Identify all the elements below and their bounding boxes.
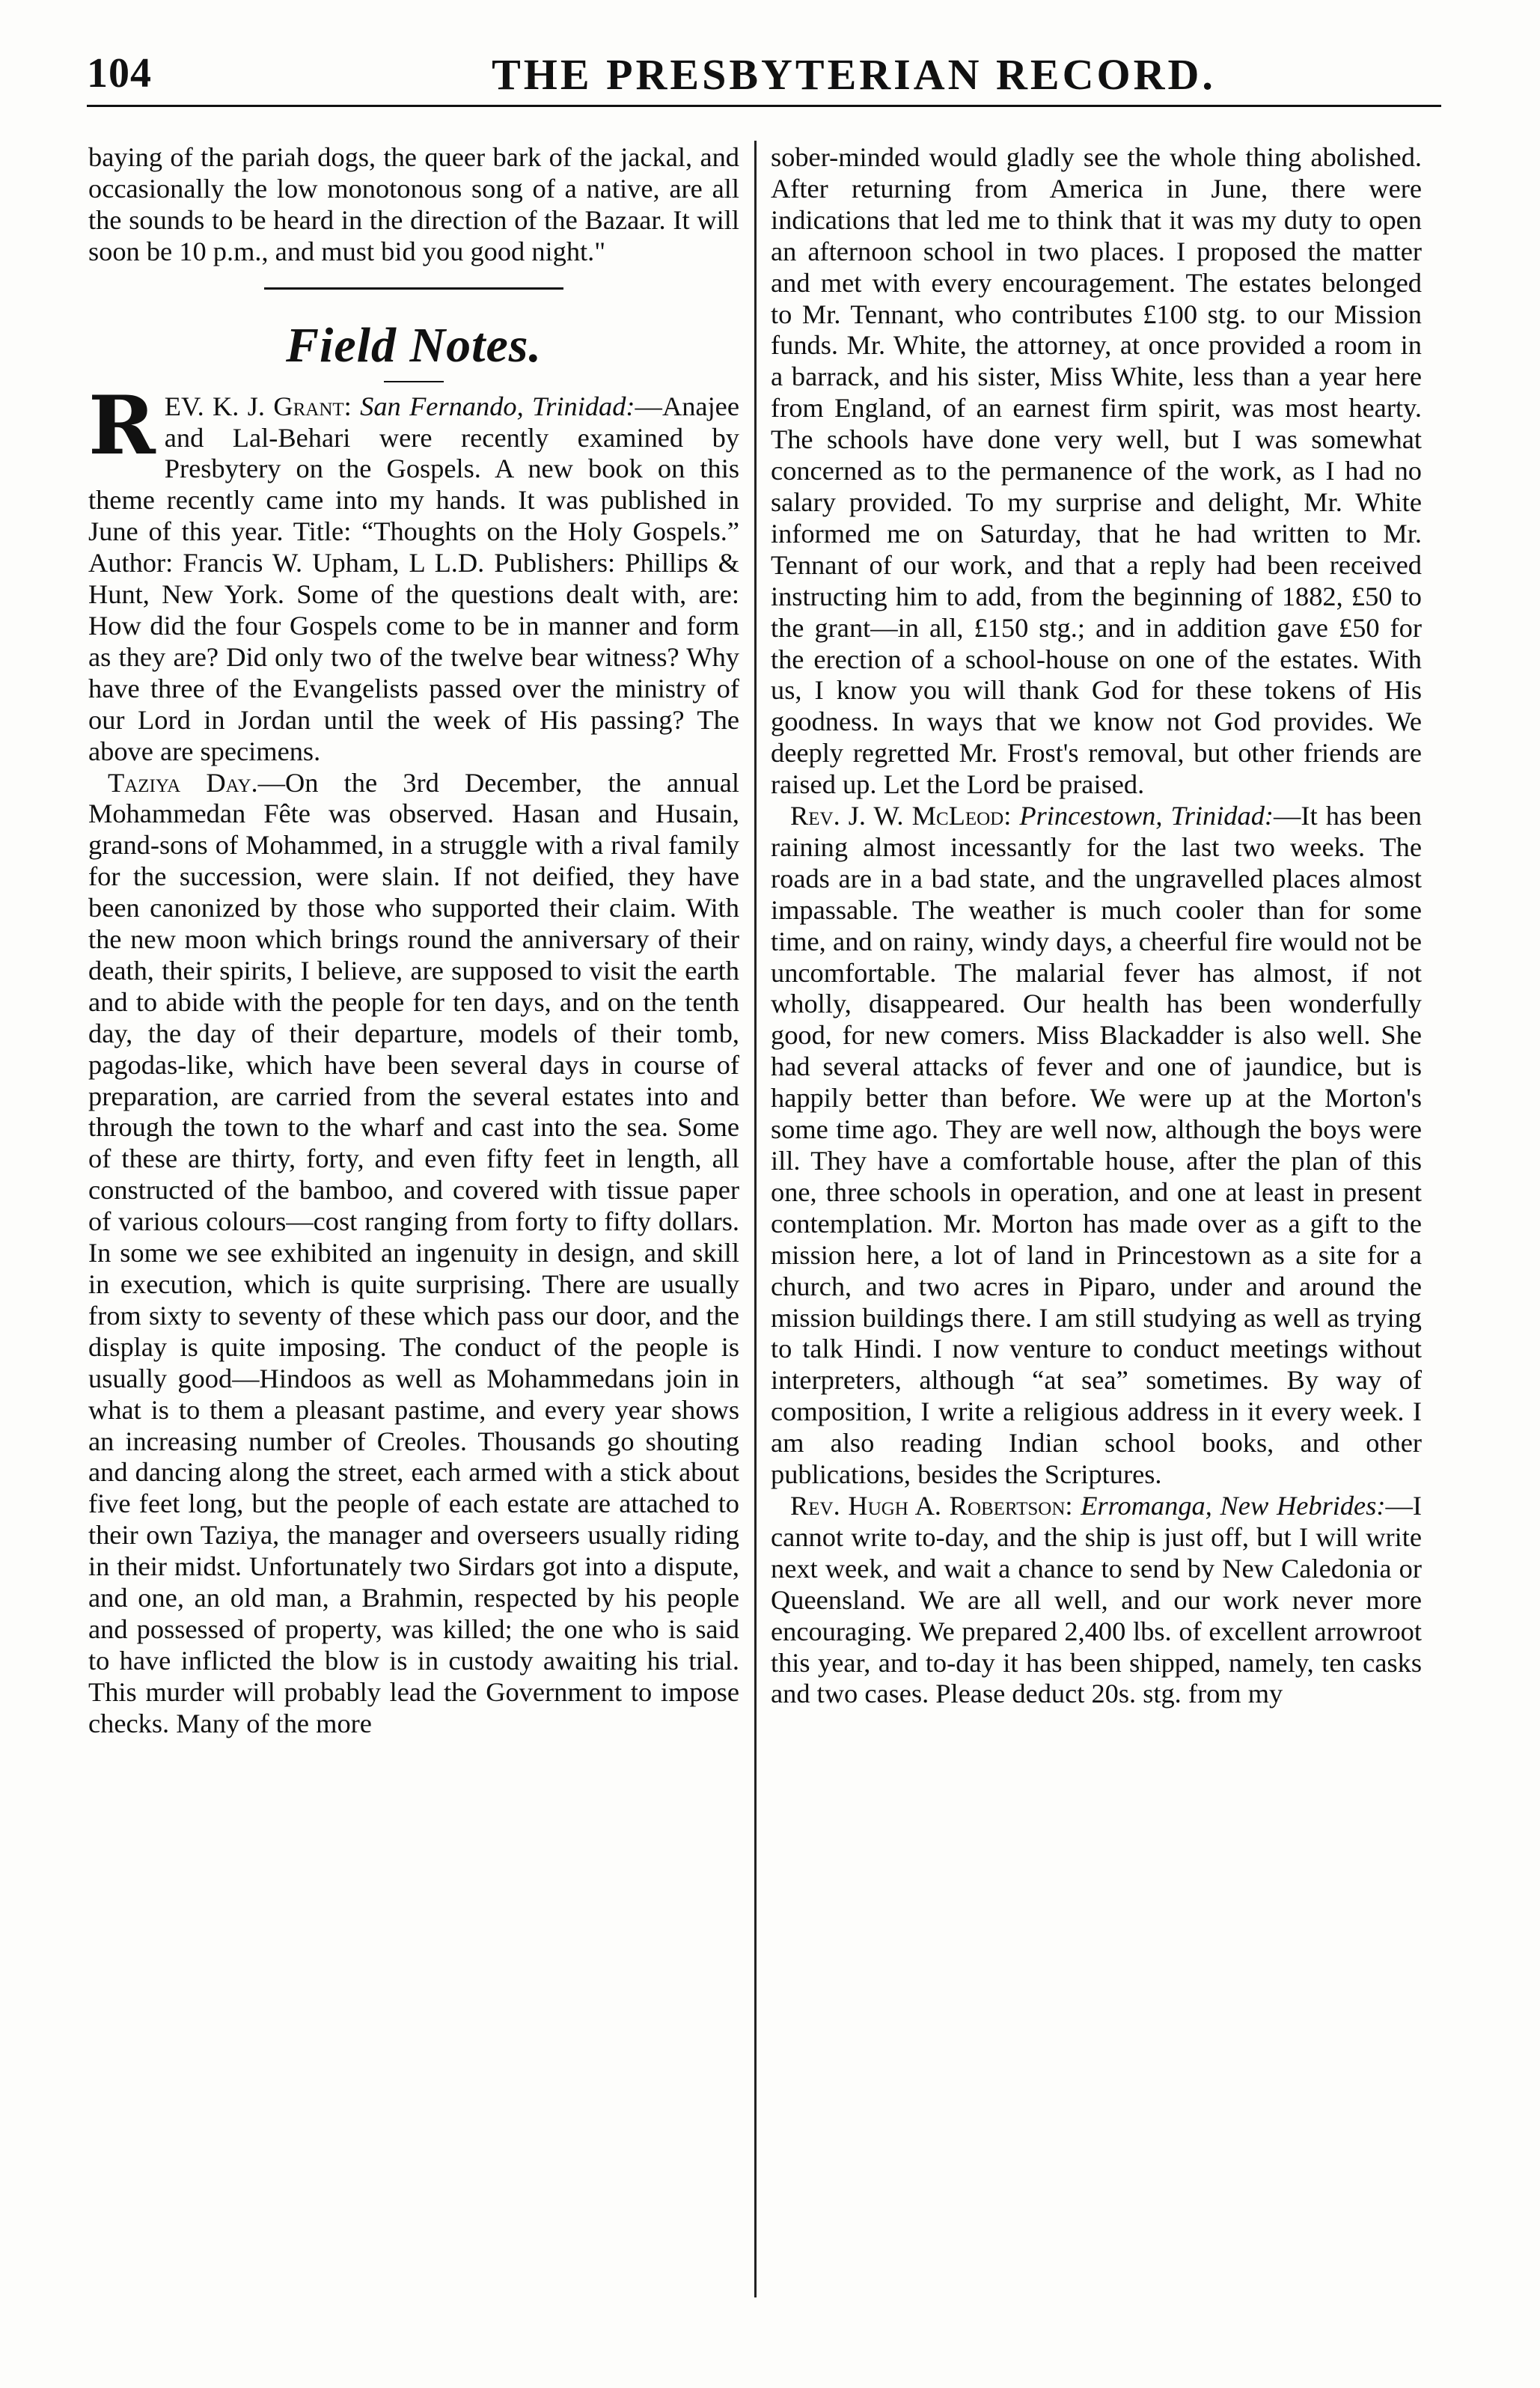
drop-cap: R <box>88 378 156 473</box>
section-title-underline <box>384 381 444 382</box>
page-number: 104 <box>87 50 152 97</box>
robertson-paragraph <box>771 1491 1422 1710</box>
section-title: Field Notes. <box>286 317 542 373</box>
grant-body: —Anajee and Lal-Behari were recently examined by Presbytery on the Gospels. A new book on this theme recently came into my hands. It was published in June of this year. Title: “Thoughts on the Holy Gospels.” Author: Francis W. Upham, L L.D. Publishers: Phillips & Hunt, New York. Some of the questions dealt with, are: How did the four Gospels come to be in manner and form as they are? Did only two of the twelve bear witness? Why have three of the Evangelists passed over the ministry of our Lord in Jordan until the week of His passing? The above are specimens. <box>88 391 739 766</box>
grant-paragraph <box>88 378 739 768</box>
mcleod-place: Princestown, Trinidad: <box>1019 801 1274 831</box>
grant-name: EV. K. J. Grant: <box>164 391 352 421</box>
header-rule <box>87 105 1441 107</box>
mcleod-paragraph <box>771 801 1422 1491</box>
column-divider <box>754 141 757 2297</box>
robertson-name: Rev. Hugh A. Robertson: <box>790 1490 1073 1521</box>
taziya-paragraph <box>88 768 739 1740</box>
running-title: THE PRESBYTERIAN RECORD. <box>492 50 1216 99</box>
robertson-body: —I cannot write to-day, and the ship is just off, but I will write next week, and wait a chance to send by New Caledonia or Queensland. We are all well, and our work never more encouraging. We prepared 2,400 lbs. of excellent arrowroot this year, and to-day it has been shipped, namely, ten casks and two cases. Please deduct 20s. stg. from my <box>771 1490 1422 1709</box>
intro-paragraph: baying of the pariah dogs, the queer bark of the jackal, and occasionally the low monotonous song of a native, are all the sounds to be heard in the direction of the Bazaar. It will soon be 10 p.m., and must bid you good night." <box>88 142 739 266</box>
left-column <box>88 142 739 1740</box>
section-rule <box>264 287 563 290</box>
grant-place: San Fernando, Trinidad: <box>360 391 635 421</box>
mcleod-name: Rev. J. W. McLeod: <box>790 801 1012 831</box>
robertson-place: Erromanga, New Hebrides: <box>1081 1490 1386 1521</box>
taziya-body: —On the 3rd December, the annual Mohammedan Fête was observed. Hasan and Husain, grand-sons of Mohammed, in a struggle with a rival family for the succession, were slain. If not deified, they have been canonized by those who supported their claim. With the new moon which brings round the anniversary of their death, their spirits, I believe, are supposed to visit the earth and to abide with the people for ten days, and on the tenth day, the day of their departure, models of their tomb, pagodas-like, which have been several days in course of preparation, are carried from the several estates into and through the town to the wharf and cast into the sea. Some of these are thirty, forty, and even fifty feet in length, all constructed of the bamboo, and covered with tissue paper of various colours—cost ranging from forty to fifty dollars. In some we see exhibited an ingenuity in design, and skill in execution, which is quite surprising. There are usually from sixty to seventy of these which pass our door, and the display is quite imposing. The conduct of the people is usually good—Hindoos as well as Mohammedans join in what is to them a pleasant pastime, and every year shows an increasing number of Creoles. Thousands go shouting and dancing along the street, each armed with a stick about five feet long, but the people of each estate are attached to their own Taziya, the manager and overseers usually riding in their midst. Unfortunately two Sirdars got into a dispute, and one, an old man, a Brahmin, respected by his people and possessed of property, was killed; the one who is said to have inflicted the blow is in custody awaiting his trial. This murder will probably lead the Government to impose checks. Many of the more <box>88 767 739 1738</box>
page-header <box>87 49 1441 109</box>
taziya-lead: Taziya Day. <box>108 767 258 798</box>
mcleod-body: —It has been raining almost incessantly for the last two weeks. The roads are in a bad state, and the ungravelled places almost impassable. The weather is much cooler than for some time, and on rainy, windy days, a cheerful fire would not be uncomfortable. The malarial fever has almost, if not wholly, disappeared. Our health has been wonderfully good, for new comers. Miss Blackadder is also well. She had several attacks of fever and one of jaundice, but is happily better than before. We were up at the Morton's some time ago. They are well now, although the boys were ill. They have a comfortable house, after the plan of this one, three schools in operation, and one at least in present contemplation. Mr. Morton has made over as a gift to the mission here, a lot of land in Princestown as a site for a church, and two acres in Piparo, under and around the mission buildings there. I am still studying as well as trying to talk Hindi. I now venture to conduct meetings without interpreters, although “at sea” sometimes. By way of composition, I write a religious address in it every week. I am also reading Indian school books, and other publications, besides the Scriptures. <box>771 801 1422 1490</box>
continued-paragraph: sober-minded would gladly see the whole thing abolished. After returning from America in June, there were indications that led me to think that it was my duty to open an afternoon school in two places. I proposed the matter and met with every encouragement. The estates belonged to Mr. Tennant, who contributes £100 stg. to our Mission funds. Mr. White, the attorney, at once provided a room in a barrack, and his sister, Miss White, less than a year here from England, of an earnest firm spirit, was most hearty. The schools have done very well, but I was somewhat concerned as to the permanence of the work, as I had no salary provided. To my surprise and delight, Mr. White informed me on Saturday, that he had written to Mr. Tennant of our work, and that a reply had been received instructing him to add, from the beginning of 1882, £50 to the grant—in all, £150 stg.; and in addition gave £50 for the erection of a school-house on one of the estates. With us, I know you will thank God for these tokens of His goodness. In ways that we know not God provides. We deeply regretted Mr. Frost's removal, but other friends are raised up. Let the Lord be praised. <box>771 142 1422 800</box>
right-column <box>771 142 1422 1710</box>
